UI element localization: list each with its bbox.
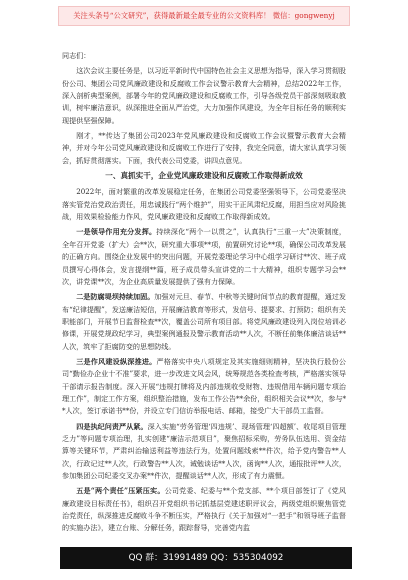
contact-footer-text: QQ 群：31991489 QQ：535304092 [128, 553, 284, 563]
promo-banner-text: 关注头条号“公文研究”，获得最新最全最专业的公文资料库！ 微信：gongwenyj [73, 11, 335, 20]
body-paragraph-work-style [62, 356, 346, 418]
paragraph-rest: 加强对元旦、春节、中秋等关键时间节点的教育提醒，通过发布“纪律提醒”，发送廉洁短信，开展廉洁教育等形式，发信号、提要求、打预防；组织有关职能部门，开展节日监督检查**次，覆盖公司所有项目部。将党风廉政建设列入岗位培训必修课，开展党规政纪学习，典型案例通报及警示教育活动**人次，不断任前集体廉洁谈话**人次，筑牢了拒腐防变的思想防线。 [62, 292, 346, 351]
body-paragraph-responsibility [62, 485, 346, 534]
lead-phrase: 二是防腐堤坝持续加固。 [76, 292, 155, 302]
section-heading-1: 一、真抓实干，企业党风廉政建设和反腐败工作取得新成效 [105, 171, 303, 181]
greeting: 同志们： [62, 51, 91, 60]
document-body [62, 50, 346, 544]
intro-paragraph: 这次会议主要任务是，以习近平新时代中国特色社会主义思想为指导，深入学习贯彻股份公司、集团公司党风廉政建设和反腐败工作会议警示教育大会精神，总结2022年工作，深入剖析典型案例，部署今年的党风廉政建设和反腐败工作，引导各级党员干部深刻吸取教训，树牢廉洁意识，纵深推进全面从严治党，大力加强作风建设，为全年目标任务的顺利实现提供坚强保障。 [62, 66, 346, 125]
body-paragraph-discipline [62, 421, 346, 483]
lead-phrase: 一是领导作用充分发挥。 [76, 227, 157, 237]
paragraph-rest: 公司党委、纪委与**个党支部、**个项目部签订了《党风廉政建设目标责任书》，组织召开党组织书记抓基层党建述职评议会，两级党组织聚焦管党治党责任，纵深推进反腐败斗争不断压实，严格执行《关于加强对“一把手”和领导班子监督的实施办法》，建立台账、分解任务，跟踪督导，完善党内监 [62, 486, 346, 533]
lead-phrase: 四是执纪问责严从紧。 [76, 421, 148, 431]
intro-paragraph-2: 刚才，**传达了集团公司2023年党风廉政建设和反腐败工作会议暨警示教育大会精神，并对今年公司党风廉政建设和反腐败工作进行了安排，我完全同意，请大家认真学习领会，抓好贯彻落实。下面，我代表公司党委，讲四点意见。 [62, 131, 346, 165]
body-paragraph-anticorruption [62, 291, 346, 353]
paragraph-rest: 深入实施“劳务管理‘四违规’、现场管理‘四超额’、收尾项目管理乏力”等问题专项治理，扎实创建“廉洁示范项目”，聚焦招标采购，劳务队伍选用、资金结算等关键环节，严肃纠治输送利益等违法行为，处置问题线索**件次，给予党内警告**人次，行政记过**人次，行政警告**人次，诫勉谈话**人次，函询**人次，通报批评**人次，参加集团公司纪委交叉办案**件次，提醒谈话**人次，形成了有力震慑。 [62, 421, 346, 480]
lead-phrase: 五是“两个责任”压紧压实。 [76, 486, 165, 496]
body-paragraph-leadership [62, 226, 346, 288]
contact-footer [60, 547, 352, 569]
paragraph-rest: 持续深化“两个一以贯之”，认真执行“三重一大”决策制度，全年召开党委（扩大）会**次，研究重大事项**项，前置研究讨论**项，确保公司改革发展的正确方向。围绕企业发展中的突出问题，开展党委理论学习中心组学习研讨**次、班子成员撰写心得体会，发言提纲**篇，班子成员带头宣讲党的二十大精神，组织专题学习会**次，讲党课**次，为企业高质量发展提供了强有力保障。 [62, 227, 346, 286]
promo-banner [58, 6, 350, 26]
lead-phrase: 三是作风建设纵深推进。 [76, 356, 157, 366]
paragraph-rest: 严格落实中央八项规定及其实施细则精神，坚决执行股份公司“勤俭办企业十不准”要求，进一步改进文风会风，统筹规范各类检查考核，严格落实领导干部请示报告制度。深入开展“违规打牌将及内部违规收受财物、违规借用车辆问题专项治理工作”，制定工作方案，组织整治措施，发布工作公告**余份，组织相关会议**次，参与**人次，签订承诺书**份，并设立专门信访举报电话、邮箱，接受广大干部员工监督。 [62, 356, 346, 416]
body-paragraph: 2022年，面对繁重的改革发展稳定任务，在集团公司党委坚强领导下，公司党委坚决落实管党治党政治责任，用忠诚践行“两个维护”，用实干正风肃纪反腐，用担当应对风险挑战，用效果检验能力作风，党风廉政建设和反腐败工作取得新成效。 [62, 187, 346, 222]
